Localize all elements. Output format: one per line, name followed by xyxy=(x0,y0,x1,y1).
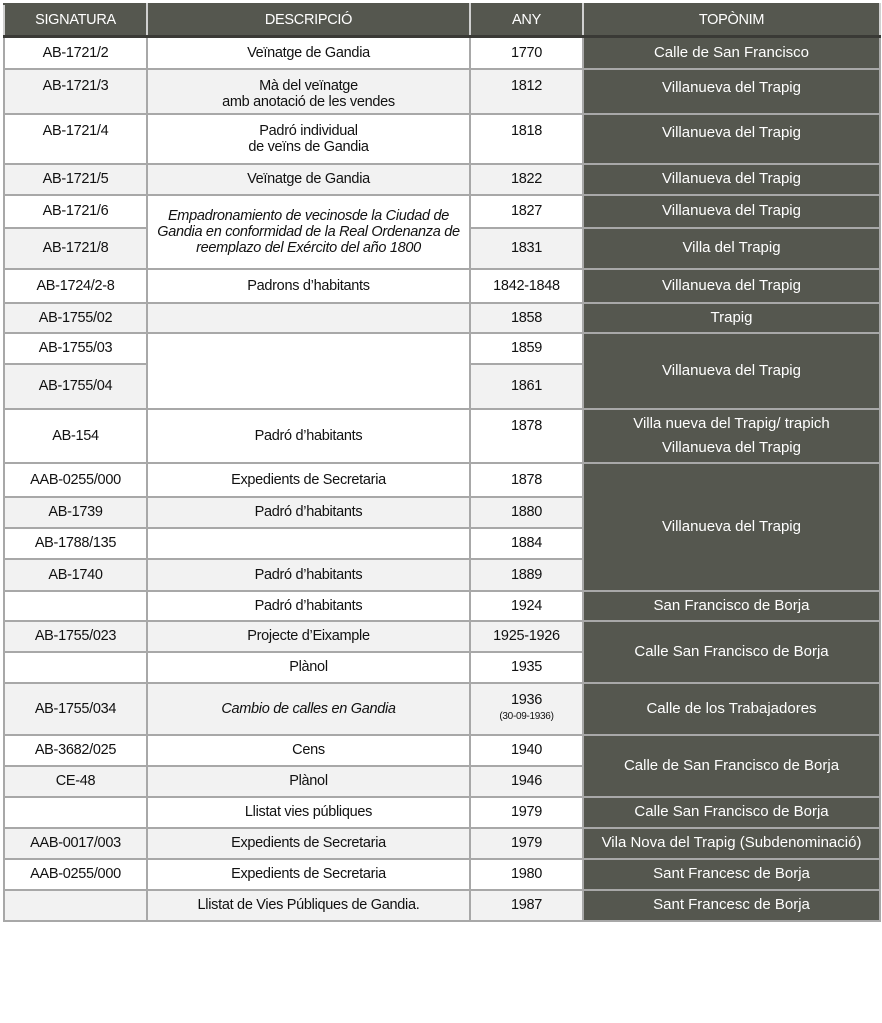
toponim-cell: Villa del Trapig xyxy=(583,228,880,269)
year-text: 1831 xyxy=(510,240,543,256)
any-cell xyxy=(470,591,583,621)
year-text: 1880 xyxy=(510,504,543,520)
descripcio-cell: Padró d’habitants xyxy=(147,591,470,621)
toponim-cell: Villanueva del Trapig xyxy=(583,269,880,303)
toponim-cell: Sant Francesc de Borja xyxy=(583,890,880,921)
descripcio-cell: Padrons d’habitants xyxy=(147,269,470,303)
signatura-cell: AB-1755/04 xyxy=(4,364,147,409)
toponim-cell: San Francisco de Borja xyxy=(583,591,880,621)
descripcio-cell: Llistat vies públiques xyxy=(147,797,470,828)
descripcio-cell: Mà del veïnatge amb anotació de les vendes xyxy=(147,69,470,114)
any-cell xyxy=(470,735,583,766)
toponim-cell: Villanueva del Trapig xyxy=(583,195,880,228)
table-row xyxy=(4,269,880,303)
year-text: 1822 xyxy=(510,171,543,187)
any-cell xyxy=(470,333,583,364)
table-row xyxy=(4,164,880,195)
toponim-cell: Calle San Francisco de Borja xyxy=(583,797,880,828)
toponim-cell: Villanueva del Trapig xyxy=(583,333,880,409)
table-row xyxy=(4,797,880,828)
year-text: 1925-1926 xyxy=(493,628,560,644)
signatura-cell: AB-1755/023 xyxy=(4,621,147,652)
any-cell xyxy=(470,652,583,683)
signatura-cell: AB-154 xyxy=(4,409,147,463)
descripcio-cell: Empadronamiento de vecinosde la Ciudad de Gandia en conformidad de la Real Ordenanza de reemplazo del Exército del año 1800 xyxy=(147,195,470,269)
descripcio-cell: Padró d’habitants xyxy=(147,497,470,528)
table-row xyxy=(4,333,880,364)
any-cell xyxy=(470,621,583,652)
signatura-cell xyxy=(4,652,147,683)
table-row xyxy=(4,683,880,735)
any-cell xyxy=(470,303,583,333)
table-row xyxy=(4,303,880,333)
any-cell xyxy=(470,269,583,303)
toponim-cell: Calle San Francisco de Borja xyxy=(583,621,880,683)
table-row xyxy=(4,591,880,621)
year-text: 1827 xyxy=(510,203,543,219)
signatura-cell: AB-1724/2-8 xyxy=(4,269,147,303)
descripcio-cell: Plànol xyxy=(147,652,470,683)
year-text: 1979 xyxy=(510,804,543,820)
table-row xyxy=(4,114,880,164)
year-text: 1924 xyxy=(510,597,543,614)
table-row xyxy=(4,859,880,890)
toponim-cell: Villanueva del Trapig xyxy=(583,114,880,164)
header-descripcio: DESCRIPCIÓ xyxy=(147,4,470,37)
any-cell xyxy=(470,890,583,921)
descripcio-cell: Cambio de calles en Gandia xyxy=(147,683,470,735)
year-text: 1987 xyxy=(510,897,543,913)
descripcio-cell: Padró d’habitants xyxy=(147,559,470,591)
signatura-cell: AB-3682/025 xyxy=(4,735,147,766)
signatura-cell: AB-1788/135 xyxy=(4,528,147,559)
signatura-cell: AB-1721/5 xyxy=(4,164,147,195)
any-cell xyxy=(470,114,583,164)
table-row xyxy=(4,69,880,114)
any-cell xyxy=(470,69,583,114)
any-cell xyxy=(470,766,583,797)
descripcio-cell: Expedients de Secretaria xyxy=(147,463,470,497)
year-text: 1946 xyxy=(510,773,543,789)
descripcio-cell xyxy=(147,303,470,333)
signatura-cell: AB-1755/034 xyxy=(4,683,147,735)
any-cell xyxy=(470,797,583,828)
year-text: 1861 xyxy=(510,378,543,394)
toponim-cell: Villanueva del Trapig xyxy=(583,463,880,591)
toponim-cell: Trapig xyxy=(583,303,880,333)
descripcio-cell: Veïnatge de Gandia xyxy=(147,37,470,69)
any-cell xyxy=(470,497,583,528)
descripcio-cell: Veïnatge de Gandia xyxy=(147,164,470,195)
signatura-cell: AB-1740 xyxy=(4,559,147,591)
table-row xyxy=(4,195,880,228)
descripcio-cell: Llistat de Vies Públiques de Gandia. xyxy=(147,890,470,921)
signatura-cell: AAB-0255/000 xyxy=(4,859,147,890)
descripcio-cell: Padró individual de veïns de Gandia xyxy=(147,114,470,164)
year-text: 1940 xyxy=(510,742,543,758)
any-cell xyxy=(470,228,583,269)
table-row xyxy=(4,37,880,69)
any-cell xyxy=(470,409,583,463)
signatura-cell: AB-1721/2 xyxy=(4,37,147,69)
descripcio-cell: Plànol xyxy=(147,766,470,797)
descripcio-cell: Expedients de Secretaria xyxy=(147,828,470,859)
year-text: 1770 xyxy=(510,44,543,61)
year-text: 1884 xyxy=(510,535,543,551)
header-toponim: TOPÒNIM xyxy=(583,4,880,37)
year-date-note: (30-09-1936) xyxy=(499,710,554,722)
any-cell xyxy=(470,463,583,497)
toponim-cell: Calle de San Francisco xyxy=(583,37,880,69)
year-text: 1889 xyxy=(510,566,543,583)
descripcio-cell: Padró d’habitants xyxy=(147,409,470,463)
year-text: 1878 xyxy=(510,417,543,434)
toponim-cell: Calle de los Trabajadores xyxy=(583,683,880,735)
any-cell xyxy=(470,528,583,559)
year-text: 1812 xyxy=(510,77,543,94)
signatura-cell: AB-1721/4 xyxy=(4,114,147,164)
signatura-cell: AB-1721/6 xyxy=(4,195,147,228)
any-cell xyxy=(470,364,583,409)
year-text: 1878 xyxy=(510,471,543,488)
year-text: 1859 xyxy=(510,340,543,356)
toponim-cell: Villanueva del Trapig xyxy=(583,164,880,195)
any-cell xyxy=(470,559,583,591)
signatura-cell: AAB-0017/003 xyxy=(4,828,147,859)
signatura-cell: CE-48 xyxy=(4,766,147,797)
signatura-cell xyxy=(4,890,147,921)
table-row xyxy=(4,890,880,921)
toponim-cell: Villa nueva del Trapig/ trapich Villanueva del Trapig xyxy=(583,409,880,463)
signatura-cell: AB-1721/3 xyxy=(4,69,147,114)
any-cell xyxy=(470,37,583,69)
descripcio-cell: Cens xyxy=(147,735,470,766)
year-text: 1842-1848 xyxy=(493,277,560,294)
year-text: 1858 xyxy=(510,309,543,326)
toponym-table xyxy=(3,3,881,922)
table-row xyxy=(4,621,880,652)
descripcio-cell: Projecte d’Eixample xyxy=(147,621,470,652)
descripcio-cell xyxy=(147,333,470,409)
any-cell xyxy=(470,164,583,195)
header-any: ANY xyxy=(470,4,583,37)
table-row xyxy=(4,735,880,766)
toponim-cell: Sant Francesc de Borja xyxy=(583,859,880,890)
signatura-cell xyxy=(4,591,147,621)
any-cell xyxy=(470,195,583,228)
year-text: 1936 xyxy=(510,691,543,708)
signatura-cell: AB-1755/03 xyxy=(4,333,147,364)
toponim-cell: Villanueva del Trapig xyxy=(583,69,880,114)
table-row xyxy=(4,828,880,859)
year-text: 1979 xyxy=(510,835,543,851)
header-signatura: SIGNATURA xyxy=(4,4,147,37)
table-row xyxy=(4,463,880,497)
signatura-cell: AB-1755/02 xyxy=(4,303,147,333)
any-cell xyxy=(470,683,583,735)
toponim-cell: Calle de San Francisco de Borja xyxy=(583,735,880,797)
header-row xyxy=(4,4,880,37)
signatura-cell: AB-1739 xyxy=(4,497,147,528)
any-cell xyxy=(470,828,583,859)
table-row xyxy=(4,409,880,463)
year-text: 1935 xyxy=(510,659,543,675)
year-text: 1818 xyxy=(510,122,543,139)
year-text: 1980 xyxy=(510,866,543,882)
signatura-cell: AAB-0255/000 xyxy=(4,463,147,497)
descripcio-cell xyxy=(147,528,470,559)
signatura-cell xyxy=(4,797,147,828)
signatura-cell: AB-1721/8 xyxy=(4,228,147,269)
any-cell xyxy=(470,859,583,890)
descripcio-cell: Expedients de Secretaria xyxy=(147,859,470,890)
toponim-cell: Vila Nova del Trapig (Subdenominació) xyxy=(583,828,880,859)
